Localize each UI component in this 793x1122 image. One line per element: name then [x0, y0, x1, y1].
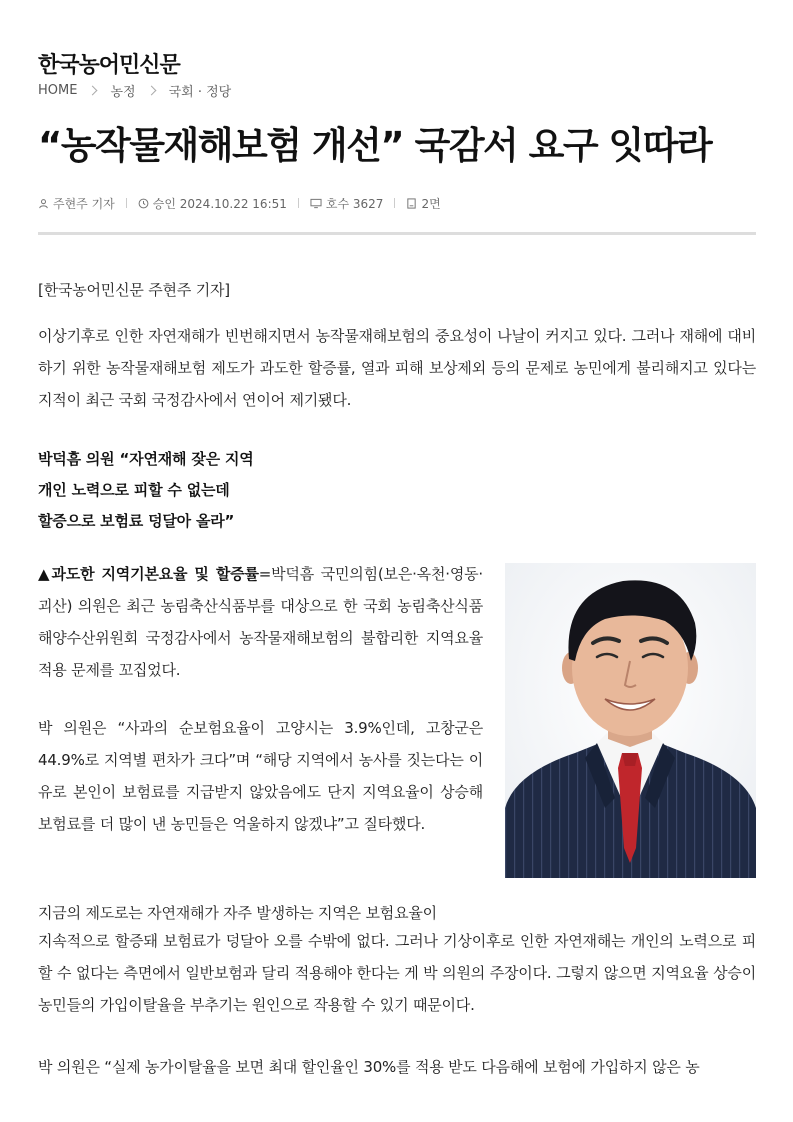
breadcrumb-category[interactable]: 국회 · 정당 — [168, 84, 232, 100]
document-icon — [406, 198, 417, 209]
article-subhead — [38, 444, 438, 537]
page-info — [406, 195, 440, 212]
breadcrumb-home[interactable]: HOME — [38, 82, 78, 98]
section-paragraph — [38, 558, 483, 686]
subhead-line: 개인 노력으로 피할 수 없는데 — [38, 481, 230, 499]
article-title: “농작물재해보험 개선” 국감서 요구 잇따라 — [38, 124, 712, 167]
approved-info — [138, 195, 287, 212]
section-text: =박덕흠 국민의힘(보은·옥천·영동·괴산) 의원은 최근 농림축산식품부를 대상으로 한 국회 농림축산식품해양수산위원회 국정감사에서 농작물재해보험의 불합리한 지역요율 적용 문제를 꼬집었다. — [38, 565, 483, 679]
meta-divider — [394, 198, 395, 208]
page-number: 2면 — [421, 196, 441, 211]
section-label: ▲과도한 지역기본요율 및 할증률 — [38, 565, 259, 583]
site-logo[interactable]: 한국농어민신문 — [38, 53, 180, 78]
title-divider — [38, 232, 756, 235]
reporter-info — [38, 195, 115, 212]
chevron-right-icon — [88, 85, 98, 95]
article-meta — [38, 194, 441, 212]
portrait-image — [505, 563, 756, 878]
breadcrumb — [38, 81, 231, 99]
issue-number: 호수 3627 — [325, 196, 384, 211]
clock-icon — [138, 198, 149, 209]
subhead-line: 박덕흠 의원 “자연재해 잦은 지역 — [38, 450, 254, 468]
reporter-name[interactable]: 주현주 기자 — [53, 196, 115, 211]
breadcrumb-section[interactable]: 농정 — [110, 84, 136, 100]
article-lead: 이상기후로 인한 자연재해가 빈번해지면서 농작물재해보험의 중요성이 나날이 커지고 있다. 그러나 재해에 대비하기 위한 농작물재해보험 제도가 과도한 할증률, 열과 피해 보상제외 등의 문제로 농민에게 불리해지고 있다는 지적이 최근 국회 국정감사에서 연이어 제기됐다. — [38, 327, 756, 409]
subhead-line: 할증으로 보험료 덩달아 올라” — [38, 512, 235, 530]
meta-divider — [126, 198, 127, 208]
chevron-right-icon — [146, 85, 156, 95]
monitor-icon — [310, 198, 322, 209]
issue-info — [310, 195, 384, 212]
meta-divider — [298, 198, 299, 208]
quote-paragraph: 박 의원은 “사과의 순보험요율이 고양시는 3.9%인데, 고창군은 44.9%로 지역별 편차가 크다”며 “해당 지역에서 농사를 짓는다는 이유로 본인이 보험료를 지급받지 않았음에도 단지 지역요율이 상승해 보험료를 더 많이 낸 농민들은 억울하지 않겠냐”고 질타했다. — [38, 719, 483, 833]
system-paragraph-line: 지금의 제도로는 자연재해가 자주 발생하는 지역은 보험요율이 — [38, 904, 437, 922]
approved-date: 승인 2024.10.22 16:51 — [152, 196, 287, 211]
last-paragraph: 박 의원은 “실제 농가이탈율을 보면 최대 할인율인 30%를 적용 받도 다음해에 보험에 가입하지 않은 농 — [38, 1058, 700, 1076]
system-paragraph: 지속적으로 할증돼 보험료가 덩달아 오를 수밖에 없다. 그러나 기상이후로 인한 자연재해는 개인의 노력으로 피할 수 없다는 측면에서 일반보험과 달리 적용해야 한다는 게 박 의원의 주장이다. 그렇지 않으면 지역요율 상승이 농민들의 가입이탈율을 부추기는 원인으로 작용할 수 있기 때문이다. — [38, 932, 756, 1014]
article-byline: [한국농어민신문 주현주 기자] — [38, 281, 230, 299]
article-photo[interactable] — [505, 563, 756, 878]
person-icon — [38, 198, 49, 209]
